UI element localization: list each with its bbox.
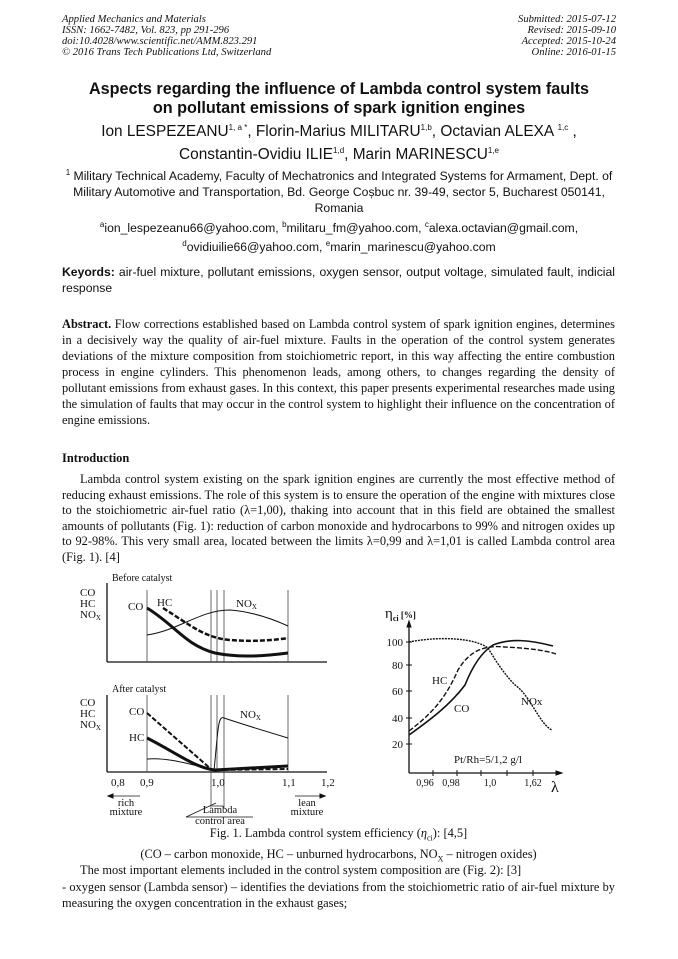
title-line: Aspects regarding the influence of Lambda control system faults: [88, 80, 590, 98]
curve-label: CO: [129, 706, 145, 718]
dates-info: [518, 14, 616, 58]
title-line: on pollutant emissions of spark ignition engines: [152, 99, 526, 117]
date-line: Revised: 2015-09-10: [527, 25, 616, 36]
author-sup: 1, a *: [228, 123, 248, 132]
author-name: Marin MARINESCU: [352, 146, 488, 164]
author-sup: 1,c: [557, 123, 569, 132]
emails: [55, 217, 623, 255]
paper-title: [40, 80, 638, 118]
axis-label: CO: [80, 697, 96, 709]
tick-label: 1,62: [524, 778, 542, 789]
axis-label: HC: [80, 708, 96, 720]
caption-text: Fig. 1. Lambda control system efficiency (: [209, 826, 421, 840]
date-line: Accepted: 2015-10-24: [521, 36, 616, 47]
tick-label: 60: [392, 686, 403, 698]
figure-1: [0, 560, 678, 825]
caption-text: X: [437, 854, 444, 864]
curve-label: HC: [432, 675, 448, 687]
author-name: Ion LESPEZEANU: [101, 123, 229, 141]
tick-label: 80: [392, 660, 403, 672]
axis-label: HC: [80, 598, 96, 610]
bullet-item: - oxygen sensor (Lambda sensor) – identifies the deviations from the stoichiometric ratio of air-fuel mixture by measuring the oxygen concentration in the exhaust gases;: [62, 880, 615, 910]
authors: [40, 118, 638, 164]
caption-text: η: [420, 826, 427, 840]
journal-line: ISSN: 1662-7482, Vol. 823, pp 291-296: [62, 25, 230, 36]
keywords-label: Keyords:: [62, 265, 115, 279]
tick-label: 1,2: [321, 777, 335, 789]
sep: ,: [431, 123, 441, 141]
components-paragraph: The most important elements included in the control system composition are (Fig. 2): [3]: [80, 863, 522, 877]
email-sup: e: [325, 239, 331, 249]
caption-text: ): [4,5]: [432, 826, 468, 840]
keywords-text: air-fuel mixture, pollutant emissions, oxygen sensor, output voltage, simulated fault, indicial response: [62, 265, 615, 295]
tick-label: 1,0: [483, 778, 497, 789]
after-catalyst-label: After catalyst: [112, 684, 167, 695]
before-catalyst-label: Before catalyst: [112, 573, 173, 584]
tick-label: 20: [392, 739, 403, 751]
axis-label: NOX: [80, 719, 101, 732]
keywords: [62, 264, 615, 296]
abstract-text: Flow corrections established based on Lambda control system of spark ignition engines, determines in a decisively way the quality of air-fuel mixture. Faults in the operation of the control system generates deviations of the mixture composition from stoichiometric report, in this way affecting the entire combustion process in engine cylinders. This phenomenon leads, among others, to changes regarding the density of pollutant emissions from exhaust gases. In this context, this paper presents experimental researches made using the simulation of faults that may occur in the control system to highlight their influence on the concentration of engine emissions.: [62, 317, 615, 427]
author-sup: 1,b: [420, 123, 432, 132]
email-link[interactable]: ion_lespezeanu66@yahoo.com,: [104, 221, 283, 236]
email-link[interactable]: marin_marinescu@yahoo.com: [330, 240, 496, 255]
rich-label: mixture: [109, 807, 143, 818]
date-line: Submitted: 2015-07-12: [518, 14, 616, 25]
email-sup: b: [282, 220, 287, 229]
date-line: Online: 2016-01-15: [531, 47, 616, 58]
journal-info: [62, 14, 271, 58]
curve-label: HC: [129, 732, 145, 744]
axis-label: NOX: [80, 609, 101, 622]
tick-label: 0,9: [140, 777, 154, 789]
journal-line: © 2016 Trans Tech Publications Ltd, Switzerland: [62, 47, 272, 58]
tick-label: 100: [386, 637, 403, 649]
author-sup: 1,d: [333, 146, 345, 156]
lean-label: lean: [298, 798, 316, 809]
lean-label: mixture: [290, 807, 324, 818]
rich-label: rich: [117, 798, 135, 809]
tick-label: 40: [392, 713, 403, 725]
curve-label: CO: [128, 601, 144, 613]
journal-line: doi:10.4028/www.scientific.net/AMM.823.291: [62, 36, 258, 47]
author-name: Octavian ALEXA: [440, 123, 558, 141]
lambda-area-label: control area: [195, 816, 245, 825]
tick-label: 1,0: [211, 777, 225, 789]
journal-line: Applied Mechanics and Materials: [62, 14, 206, 25]
abstract-label: Abstract.: [62, 317, 112, 331]
curve-label: NOX: [236, 598, 257, 611]
x-axis-label: λ: [551, 779, 559, 796]
axis-label: CO: [80, 587, 96, 599]
email-link[interactable]: militaru_fm@yahoo.com,: [286, 221, 425, 236]
author-name: Florin-Marius MILITARU: [255, 123, 421, 141]
curve-label: CO: [454, 703, 470, 715]
sep: ,: [247, 123, 256, 141]
email-sup: d: [182, 239, 187, 249]
author-name: Constantin-Ovidiu ILIE: [179, 146, 334, 164]
sep: ,: [568, 123, 577, 141]
email-link[interactable]: ovidiuilie66@yahoo.com,: [186, 240, 326, 255]
y-axis-label: $\eta_{ci}$ [%]: [385, 606, 416, 623]
aff-text: Military Technical Academy, Faculty of Mechatronics and Integrated Systems for Armament, Dept. of Military Automotive and Transportation, Bd. George Coșbuc nr. 39-49, sector 5, Bucharest 050141, Romania: [70, 169, 613, 216]
tick-label: 1,1: [282, 777, 296, 789]
intro-paragraph: Lambda control system existing on the spark ignition engines are currently the most effective method of reducing exhaust emissions. The role of this system is to ensure the operation of the engine with mixtures close to the stoichiometric air-fuel ratio (λ=1,00), thaking into account that in this field are obtained the smallest amounts of pollutants (Fig. 1): reduction of carbon monoxide and hydrocarbons to 99% and nitrogen oxides up to 92-98%. This very small area, located between the limits λ=0,99 and λ=1,01 is called Lambda control area (Fig. 1). [4]: [62, 472, 615, 564]
section-heading: Introduction: [62, 451, 130, 465]
caption-text: – nitrogen oxides): [443, 847, 537, 862]
abstract: [62, 316, 615, 428]
curve-label: NOx: [521, 696, 543, 708]
aff-sup: 1: [65, 168, 71, 177]
lambda-area-label: Lambda: [202, 805, 238, 816]
caption-text: ci: [427, 833, 433, 843]
author-sup: 1,e: [487, 146, 499, 156]
email-sup: a: [99, 220, 105, 229]
curve-label: HC: [157, 597, 173, 609]
email-link[interactable]: alexa.octavian@gmail.com,: [428, 221, 579, 236]
sep: ,: [344, 146, 353, 164]
curve-label: NOX: [240, 709, 261, 722]
catalyst-note: Pt/Rh=5/1,2 g/l: [454, 754, 522, 766]
email-sup: c: [424, 220, 429, 229]
affiliation: [55, 165, 623, 216]
tick-label: 0,98: [442, 778, 460, 789]
tick-label: 0,96: [416, 778, 434, 789]
tick-label: 0,8: [111, 777, 125, 789]
caption-text: (CO – carbon monoxide, HC – unburned hydrocarbons, NO: [140, 847, 438, 862]
